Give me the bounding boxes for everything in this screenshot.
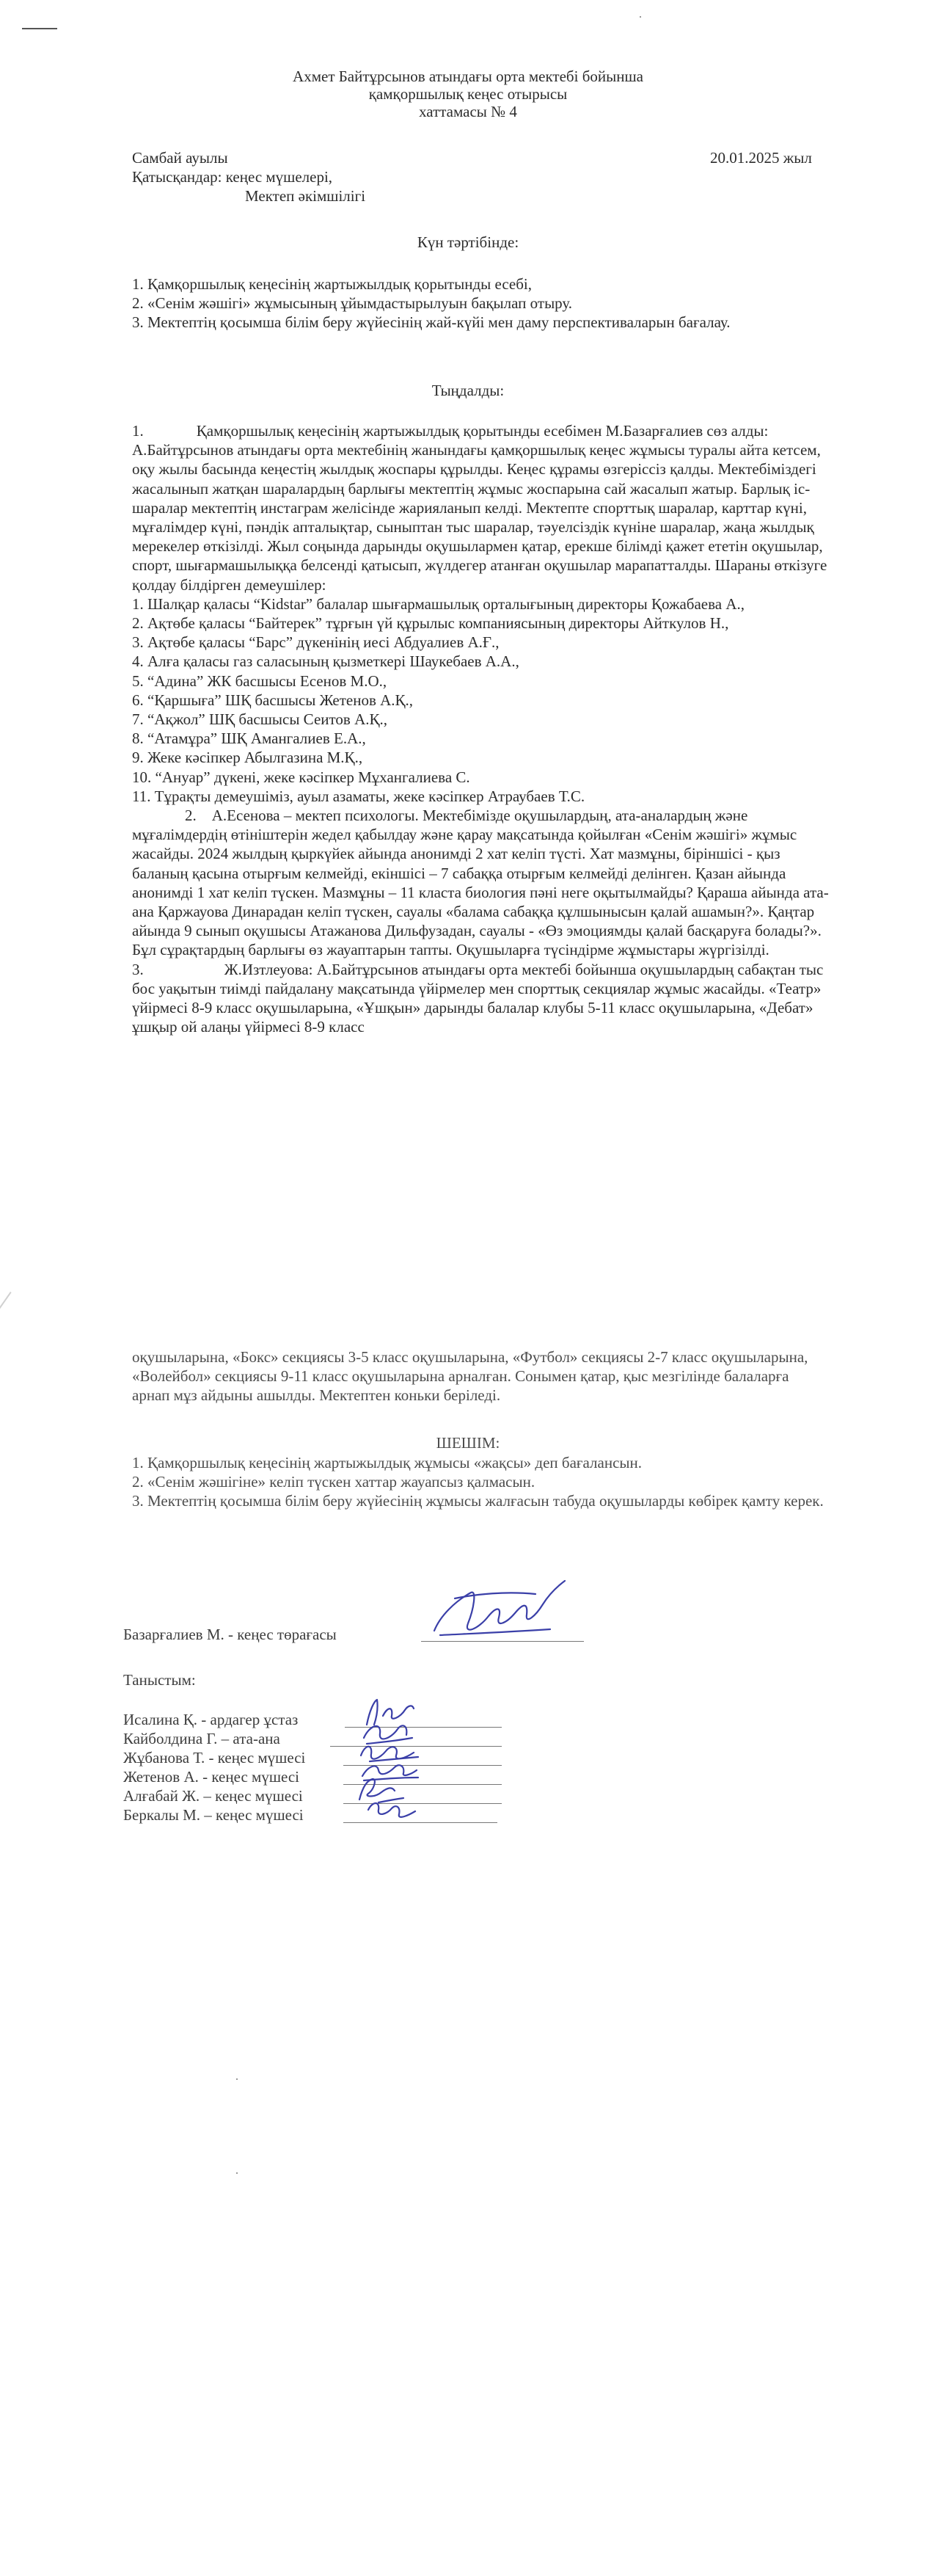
sponsor-item: 11. Тұрақты демеушіміз, ауыл азаматы, жеке кәсіпкер Атраубаев Т.С. — [132, 787, 585, 805]
clubs-continuation: оқушыларына, «Бокс» секциясы 3-5 класс оқушыларына, «Футбол» секциясы 2-7 класс оқушыларына, «Волейбол» секциясы 9-11 класс оқушыларына арналған. Сонымен қатар, қыс мезгілінде балаларға арнап мұз айдыны ашылды. Мектептен коньки беріледі. — [132, 1348, 808, 1405]
paragraph-text: А.Есенова – мектеп психологы. Мектебімізде оқушылардың, ата-аналардың және мұғалімдердің өтініштерін жедел қабылдау және қарау мақсатында қойылған «Сенім жәшігі» жұмыс жасайды. 2024 жылдың қыркүйек айында анонимді 2 хат келіп түсті. Хат мазмұны, біріншісі - қыз баланың қасына отырғым келмейді, екіншісі – 7 сабаққа отырғым келмейді делінген. Қазан айында анонимді 1 хат келіп түскен. Мазмұны – 11 класта биология пәні неге оқытылмайды? Қараша айында ата-ана Қаржауова Динарадан келіп түскен, сауалы «балама сабаққа құлшынысын қалай ашамын?». Қаңтар айында 9 сынып оқушысы Атажанова Дильфузадан, сауалы - «Өз эмоциямды қалай басқаруға болады?». Бұл сұрақтардың барлығы өз жауаптарын тапты. Оқушыларға түсіндірме жұмыстары жүргізілді. — [132, 807, 829, 959]
clubs-paragraph — [132, 960, 829, 1037]
scan-speck — [640, 16, 641, 18]
sponsor-item: 5. “Адина” ЖК басшысы Есенов М.О., — [132, 672, 387, 690]
sponsor-item: 9. Жеке кәсіпкер Абылгазина М.Қ., — [132, 749, 363, 767]
meeting-title: қамқоршылық кеңес отырысы — [368, 85, 568, 103]
member-signatory: Жетенов А. - кеңес мүшесі — [123, 1768, 299, 1786]
sponsor-item: 1. Шалқар қаласы “Kidstar” балалар шығармашылық орталығының директоры Қожабаева А., — [132, 594, 745, 613]
member-signature — [362, 1794, 421, 1824]
sponsor-item: 7. “Ақжол” ШҚ басшысы Сеитов А.Қ., — [132, 710, 387, 729]
sponsor-item: 8. “Атамұра” ШҚ Амангалиев Е.А., — [132, 729, 366, 748]
member-signatory: Беркалы М. – кеңес мүшесі — [123, 1806, 304, 1824]
participants-administration: Мектеп әкімшілігі — [245, 187, 366, 205]
chair-signatory: Базарғалиев М. - кеңес төрағасы — [123, 1626, 337, 1643]
protocol-number: хаттамасы № 4 — [419, 103, 517, 120]
paragraph-text: Қамқоршылық кеңесінің жартыжылдық қорытынды есебімен М.Базарғалиев сөз алды: А.Байтұрсынов атындағы орта мектебінің жанындағы қамқоршылық кеңес жұмысы туралы айта кетсем, оқу жылы басында кеңестің жылдық жоспары құрылды. Кеңес құрамы өзгеріссіз қалды. Мектебіміздегі жасалынып жатқан шаралардың барлығы мектептің жұмыс жоспарына сай жасалып жатыр. Барлық іс-шаралар мектептің инстаграм желісінде жарияланып келді. Мектепте спорттық шаралар, карттар күні, мұғалімдер күні, пәндік апталықтар, сыныптан тыс шаралар, тәуелсіздік күніне шаралар, жаңа жылдық мерекелер өткізілді. Жыл соңында дарынды оқушылармен қатар, ерекше білімді қажет ететін оқушылар, спорт, шығармашылыққа белсенді қатысып, жүлдегер атанған оқушылар марапатталды. Шараны өткізуге қолдау білдірген демеушілер: — [132, 422, 827, 594]
participants: Қатысқандар: кеңес мүшелері, — [132, 168, 333, 186]
chair-signature — [425, 1572, 572, 1645]
sponsor-item: 4. Алға қаласы газ саласының қызметкері Шаукебаев А.А., — [132, 652, 519, 671]
agenda-item: 2. «Сенім жәшігі» жұмысының ұйымдастырылуын бақылап отыру. — [132, 294, 573, 313]
paragraph-text: Ж.Изтлеуова: А.Байтұрсынов атындағы орта мектебі бойынша оқушылардың сабақтан тыс бос уақытын тиімді пайдалану мақсатында үйірмелер мен спорттық секциялар жұмыс жасайды. «Театр» үйірмесі 8-9 класс оқушыларына, «Ұшқын» дарынды балалар клубы 5-11 класс оқушыларына, «Дебат» ұшқыр ой алаңы үйірмесі 8-9 класс — [132, 960, 824, 1036]
acquainted-label: Таныстым: — [123, 1671, 196, 1689]
report-paragraph — [132, 421, 829, 594]
member-signatory: Алғабай Ж. – кеңес мүшесі — [123, 1787, 303, 1805]
agenda-title: Күн тәртібінде: — [417, 233, 519, 251]
sponsor-item: 10. “Ануар” дүкені, жеке кәсіпкер Мұхангалиева С. — [132, 768, 470, 786]
agenda-item: 1. Қамқоршылық кеңесінің жартыжылдық қорытынды есебі, — [132, 275, 533, 293]
paragraph-number: 1. — [132, 422, 144, 440]
place: Самбай ауылы — [132, 149, 228, 167]
member-signatory: Кайболдина Г. – ата-ана — [123, 1730, 280, 1747]
member-signatory: Жұбанова Т. - кеңес мүшесі — [123, 1749, 306, 1767]
scan-speck — [236, 2078, 238, 2080]
sponsor-item: 3. Ақтөбе қаласы “Барс” дүкенінің иесі Абдуалиев А.Ғ., — [132, 633, 500, 652]
agenda-item: 3. Мектептің қосымша білім беру жүйесінің жай-күйі мен даму перспективаларын бағалау. — [132, 313, 731, 332]
sponsor-item: 6. “Қаршыға” ШҚ басшысы Жетенов А.Қ., — [132, 691, 414, 709]
heard-body — [132, 421, 829, 1037]
sponsor-item: 2. Ақтөбе қаласы “Байтерек” тұрғын үй құрылыс компаниясының директоры Айткулов Н., — [132, 614, 729, 633]
member-signatory: Исалина Қ. - ардагер ұстаз — [123, 1711, 299, 1728]
paragraph-number: 2. — [185, 807, 197, 825]
date: 20.01.2025 жыл — [710, 149, 812, 167]
scan-artifact — [0, 1292, 12, 1383]
decision-item: 1. Қамқоршылық кеңесінің жартыжылдық жұмысы «жақсы» деп бағалансын. — [132, 1454, 642, 1471]
paragraph-number: 3. — [132, 960, 144, 978]
scan-speck — [236, 2172, 238, 2174]
decision-list — [132, 1453, 829, 1511]
agenda-list — [132, 274, 829, 332]
scan-mark — [22, 28, 57, 29]
heard-title: Тыңдалды: — [431, 382, 505, 399]
decision-item: 2. «Сенім жәшігіне» келіп түскен хаттар жауапсыз қалмасын. — [132, 1473, 535, 1491]
decision-item: 3. Мектептің қосымша білім беру жүйесінің жұмысы жалғасын табуда оқушыларды көбірек қамту керек. — [132, 1492, 824, 1510]
decision-title: ШЕШІМ: — [436, 1434, 500, 1452]
psychologist-paragraph — [132, 806, 829, 960]
school-title: Ахмет Байтұрсынов атындағы орта мектебі бойынша — [293, 68, 643, 85]
